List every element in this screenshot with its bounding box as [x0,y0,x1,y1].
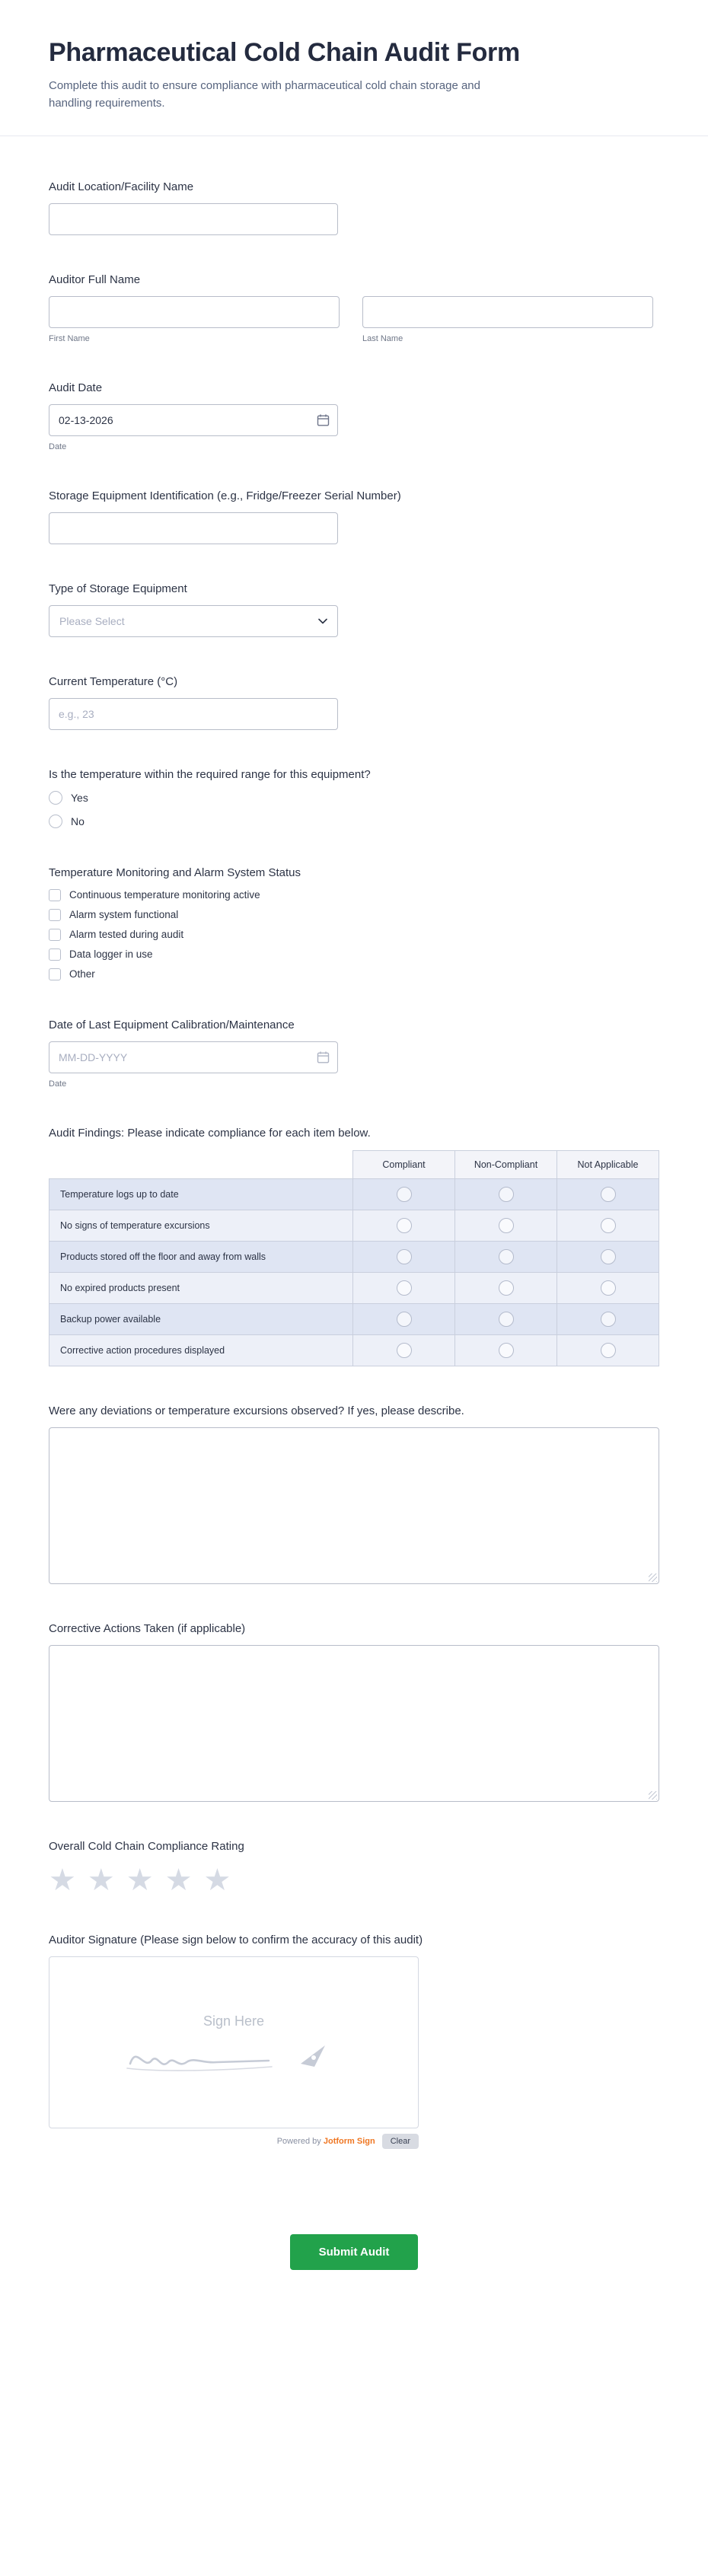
matrix-radio[interactable] [601,1249,616,1264]
matrix-radio[interactable] [499,1218,514,1233]
findings-matrix [49,1150,659,1366]
signature-footer [49,2134,419,2149]
checkbox-icon[interactable] [49,909,61,921]
field-corrective-actions [49,1622,659,1802]
signature-pad[interactable] [49,1956,419,2128]
jotform-sign-brand: Jotform Sign [323,2136,375,2146]
matrix-radio[interactable] [601,1280,616,1296]
radio-icon[interactable] [49,815,62,828]
checkbox-icon[interactable] [49,968,61,980]
resize-grip-icon[interactable] [649,1791,657,1800]
field-audit-findings [49,1127,659,1366]
temp-in-range-label: Is the temperature within the required range for this equipment? [49,767,371,781]
checkbox-label: Alarm system functional [69,909,179,920]
radio-label-yes: Yes [71,791,88,804]
first-name-group [49,296,340,343]
radio-label-no: No [71,815,85,827]
corrective-actions-textarea[interactable] [49,1645,659,1802]
checkbox-option-other[interactable] [49,968,659,980]
matrix-radio[interactable] [397,1218,412,1233]
field-calibration-date [49,1019,659,1089]
star-icon[interactable]: ★ [126,1863,154,1897]
star-icon[interactable]: ★ [87,1863,115,1897]
matrix-radio[interactable] [601,1343,616,1358]
radio-icon[interactable] [49,791,62,805]
chevron-down-icon [318,618,327,624]
matrix-radio[interactable] [601,1218,616,1233]
matrix-row-label: Products stored off the floor and away from walls [49,1241,353,1272]
page-title: Pharmaceutical Cold Chain Audit Form [49,38,520,67]
field-compliance-rating [49,1840,659,1895]
calibration-date-label: Date of Last Equipment Calibration/Maintenance [49,1018,295,1031]
deviations-textarea[interactable] [49,1427,659,1584]
equipment-type-label: Type of Storage Equipment [49,582,187,595]
field-monitoring-status [49,866,659,980]
equipment-id-label: Storage Equipment Identification (e.g., Fridge/Freezer Serial Number) [49,489,401,502]
field-auditor-name [49,273,659,343]
checkbox-icon[interactable] [49,948,61,961]
calendar-icon[interactable] [317,1050,330,1063]
field-temperature [49,675,659,730]
equipment-type-select[interactable] [49,605,338,637]
checkbox-option-monitoring-active[interactable] [49,889,659,901]
calendar-icon[interactable] [317,413,330,426]
matrix-radio[interactable] [397,1343,412,1358]
matrix-radio[interactable] [499,1249,514,1264]
matrix-row-label: Corrective action procedures displayed [49,1334,353,1366]
checkbox-label: Other [69,968,95,980]
sign-here-placeholder: Sign Here [203,2013,265,2029]
powered-by-label: Powered by [276,2136,321,2146]
checkbox-option-alarm-tested[interactable] [49,929,659,941]
matrix-col-not-applicable: Not Applicable [557,1150,659,1178]
calibration-date-input[interactable] [49,1041,338,1073]
audit-date-input[interactable] [49,404,338,436]
select-placeholder: Please Select [59,614,125,627]
deviations-label: Were any deviations or temperature excursions observed? If yes, please describe. [49,1404,464,1417]
last-name-group [362,296,653,343]
star-icon[interactable]: ★ [164,1863,193,1897]
auditor-name-label: Auditor Full Name [49,273,141,286]
signature-label: Auditor Signature (Please sign below to confirm the accuracy of this audit) [49,1933,423,1946]
first-name-sublabel: First Name [49,333,90,343]
calibration-date-sublabel: Date [49,1079,67,1089]
matrix-radio[interactable] [499,1280,514,1296]
facility-name-label: Audit Location/Facility Name [49,180,194,193]
last-name-input[interactable] [362,296,653,328]
form-body [0,136,708,2149]
resize-grip-icon[interactable] [649,1573,657,1582]
matrix-radio[interactable] [397,1280,412,1296]
form-header [0,0,708,135]
field-equipment-id [49,489,659,544]
compliance-rating-label: Overall Cold Chain Compliance Rating [49,1839,244,1853]
matrix-radio[interactable] [499,1187,514,1202]
corrective-actions-label: Corrective Actions Taken (if applicable) [49,1621,246,1635]
field-auditor-signature [49,1934,659,2149]
signature-scribble-icon [120,2036,348,2079]
matrix-radio[interactable] [601,1312,616,1327]
table-row [49,1210,659,1241]
matrix-radio[interactable] [397,1187,412,1202]
submit-row [0,2187,708,2354]
checkbox-icon[interactable] [49,889,61,901]
table-row [49,1241,659,1272]
matrix-corner-cell [49,1150,353,1178]
table-row [49,1272,659,1303]
matrix-col-compliant: Compliant [353,1150,455,1178]
checkbox-label: Continuous temperature monitoring active [69,889,260,901]
table-row [49,1303,659,1334]
matrix-radio[interactable] [397,1249,412,1264]
clear-signature-button[interactable]: Clear [382,2134,419,2149]
facility-name-input[interactable] [49,203,338,235]
radio-option-no[interactable] [49,815,659,828]
temperature-label: Current Temperature (°C) [49,674,178,688]
matrix-row-label: Temperature logs up to date [49,1178,353,1210]
table-row [49,1178,659,1210]
monitoring-status-label: Temperature Monitoring and Alarm System Status [49,866,301,879]
audit-date-label: Audit Date [49,381,103,394]
radio-option-yes[interactable] [49,791,659,805]
matrix-row-label: Backup power available [49,1303,353,1334]
field-equipment-type [49,582,659,637]
form-subtitle: Complete this audit to ensure compliance with pharmaceutical cold chain storage and handling requirements. [49,79,480,110]
field-deviations [49,1404,659,1584]
matrix-col-non-compliant: Non-Compliant [455,1150,557,1178]
matrix-radio[interactable] [499,1343,514,1358]
checkbox-label: Data logger in use [69,948,153,960]
matrix-header-row [49,1150,659,1178]
equipment-id-input[interactable] [49,512,338,544]
powered-by-text [277,2137,375,2146]
field-facility-name [49,180,659,235]
checkbox-option-data-logger[interactable] [49,948,659,961]
checkbox-option-alarm-functional[interactable] [49,909,659,921]
star-rating [49,1865,659,1895]
temperature-input[interactable] [49,698,338,730]
field-audit-date [49,381,659,451]
first-name-input[interactable] [49,296,340,328]
audit-date-sublabel: Date [49,442,67,451]
checkbox-label: Alarm tested during audit [69,929,184,940]
matrix-row-label: No expired products present [49,1272,353,1303]
field-temp-in-range [49,768,659,828]
audit-findings-label: Audit Findings: Please indicate compliance for each item below. [49,1126,371,1140]
table-row [49,1334,659,1366]
checkbox-icon[interactable] [49,929,61,941]
star-icon[interactable]: ★ [49,1863,76,1897]
submit-button[interactable]: Submit Audit [290,2234,419,2270]
matrix-radio[interactable] [499,1312,514,1327]
matrix-radio[interactable] [601,1187,616,1202]
last-name-sublabel: Last Name [362,333,403,343]
star-icon[interactable]: ★ [203,1863,231,1897]
matrix-row-label: No signs of temperature excursions [49,1210,353,1241]
matrix-radio[interactable] [397,1312,412,1327]
